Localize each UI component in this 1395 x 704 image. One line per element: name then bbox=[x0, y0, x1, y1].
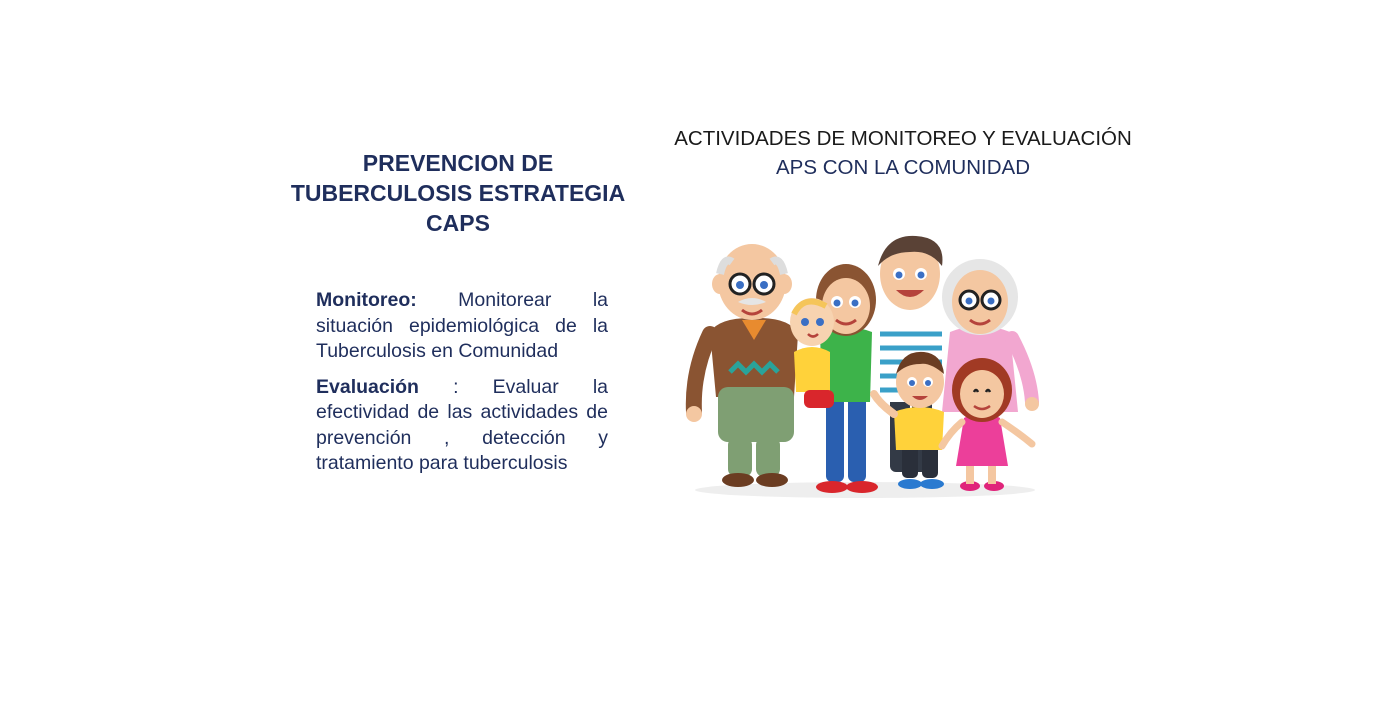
monitoreo-text: Monitorear la situación epidemiológica de la Tuberculosis en Comunidad bbox=[316, 289, 608, 362]
definitions-block bbox=[316, 288, 608, 487]
evaluacion-term: Evaluación bbox=[316, 375, 419, 398]
baby-figure bbox=[790, 298, 834, 408]
evaluacion-paragraph bbox=[316, 375, 608, 477]
slide-title bbox=[288, 148, 628, 238]
activities-heading-line-2: APS CON LA COMUNIDAD bbox=[775, 156, 1031, 179]
activities-heading-line-1: ACTIVIDADES DE MONITOREO Y EVALUACIÓN bbox=[674, 127, 1132, 150]
monitoreo-paragraph bbox=[316, 288, 608, 365]
family-illustration bbox=[680, 222, 1050, 502]
title-line-3: CAPS bbox=[426, 210, 490, 236]
monitoreo-term: Monitoreo: bbox=[316, 289, 417, 311]
evaluacion-text: : Evaluar la efectividad de las actividades de prevención , detección y tratamiento para tuberculosis bbox=[316, 375, 608, 474]
activities-heading bbox=[668, 124, 1138, 182]
title-line-2: TUBERCULOSIS ESTRATEGIA bbox=[290, 180, 626, 206]
girl-figure bbox=[942, 358, 1032, 491]
grandfather-figure bbox=[686, 244, 798, 487]
title-line-1: PREVENCION DE bbox=[362, 150, 554, 176]
